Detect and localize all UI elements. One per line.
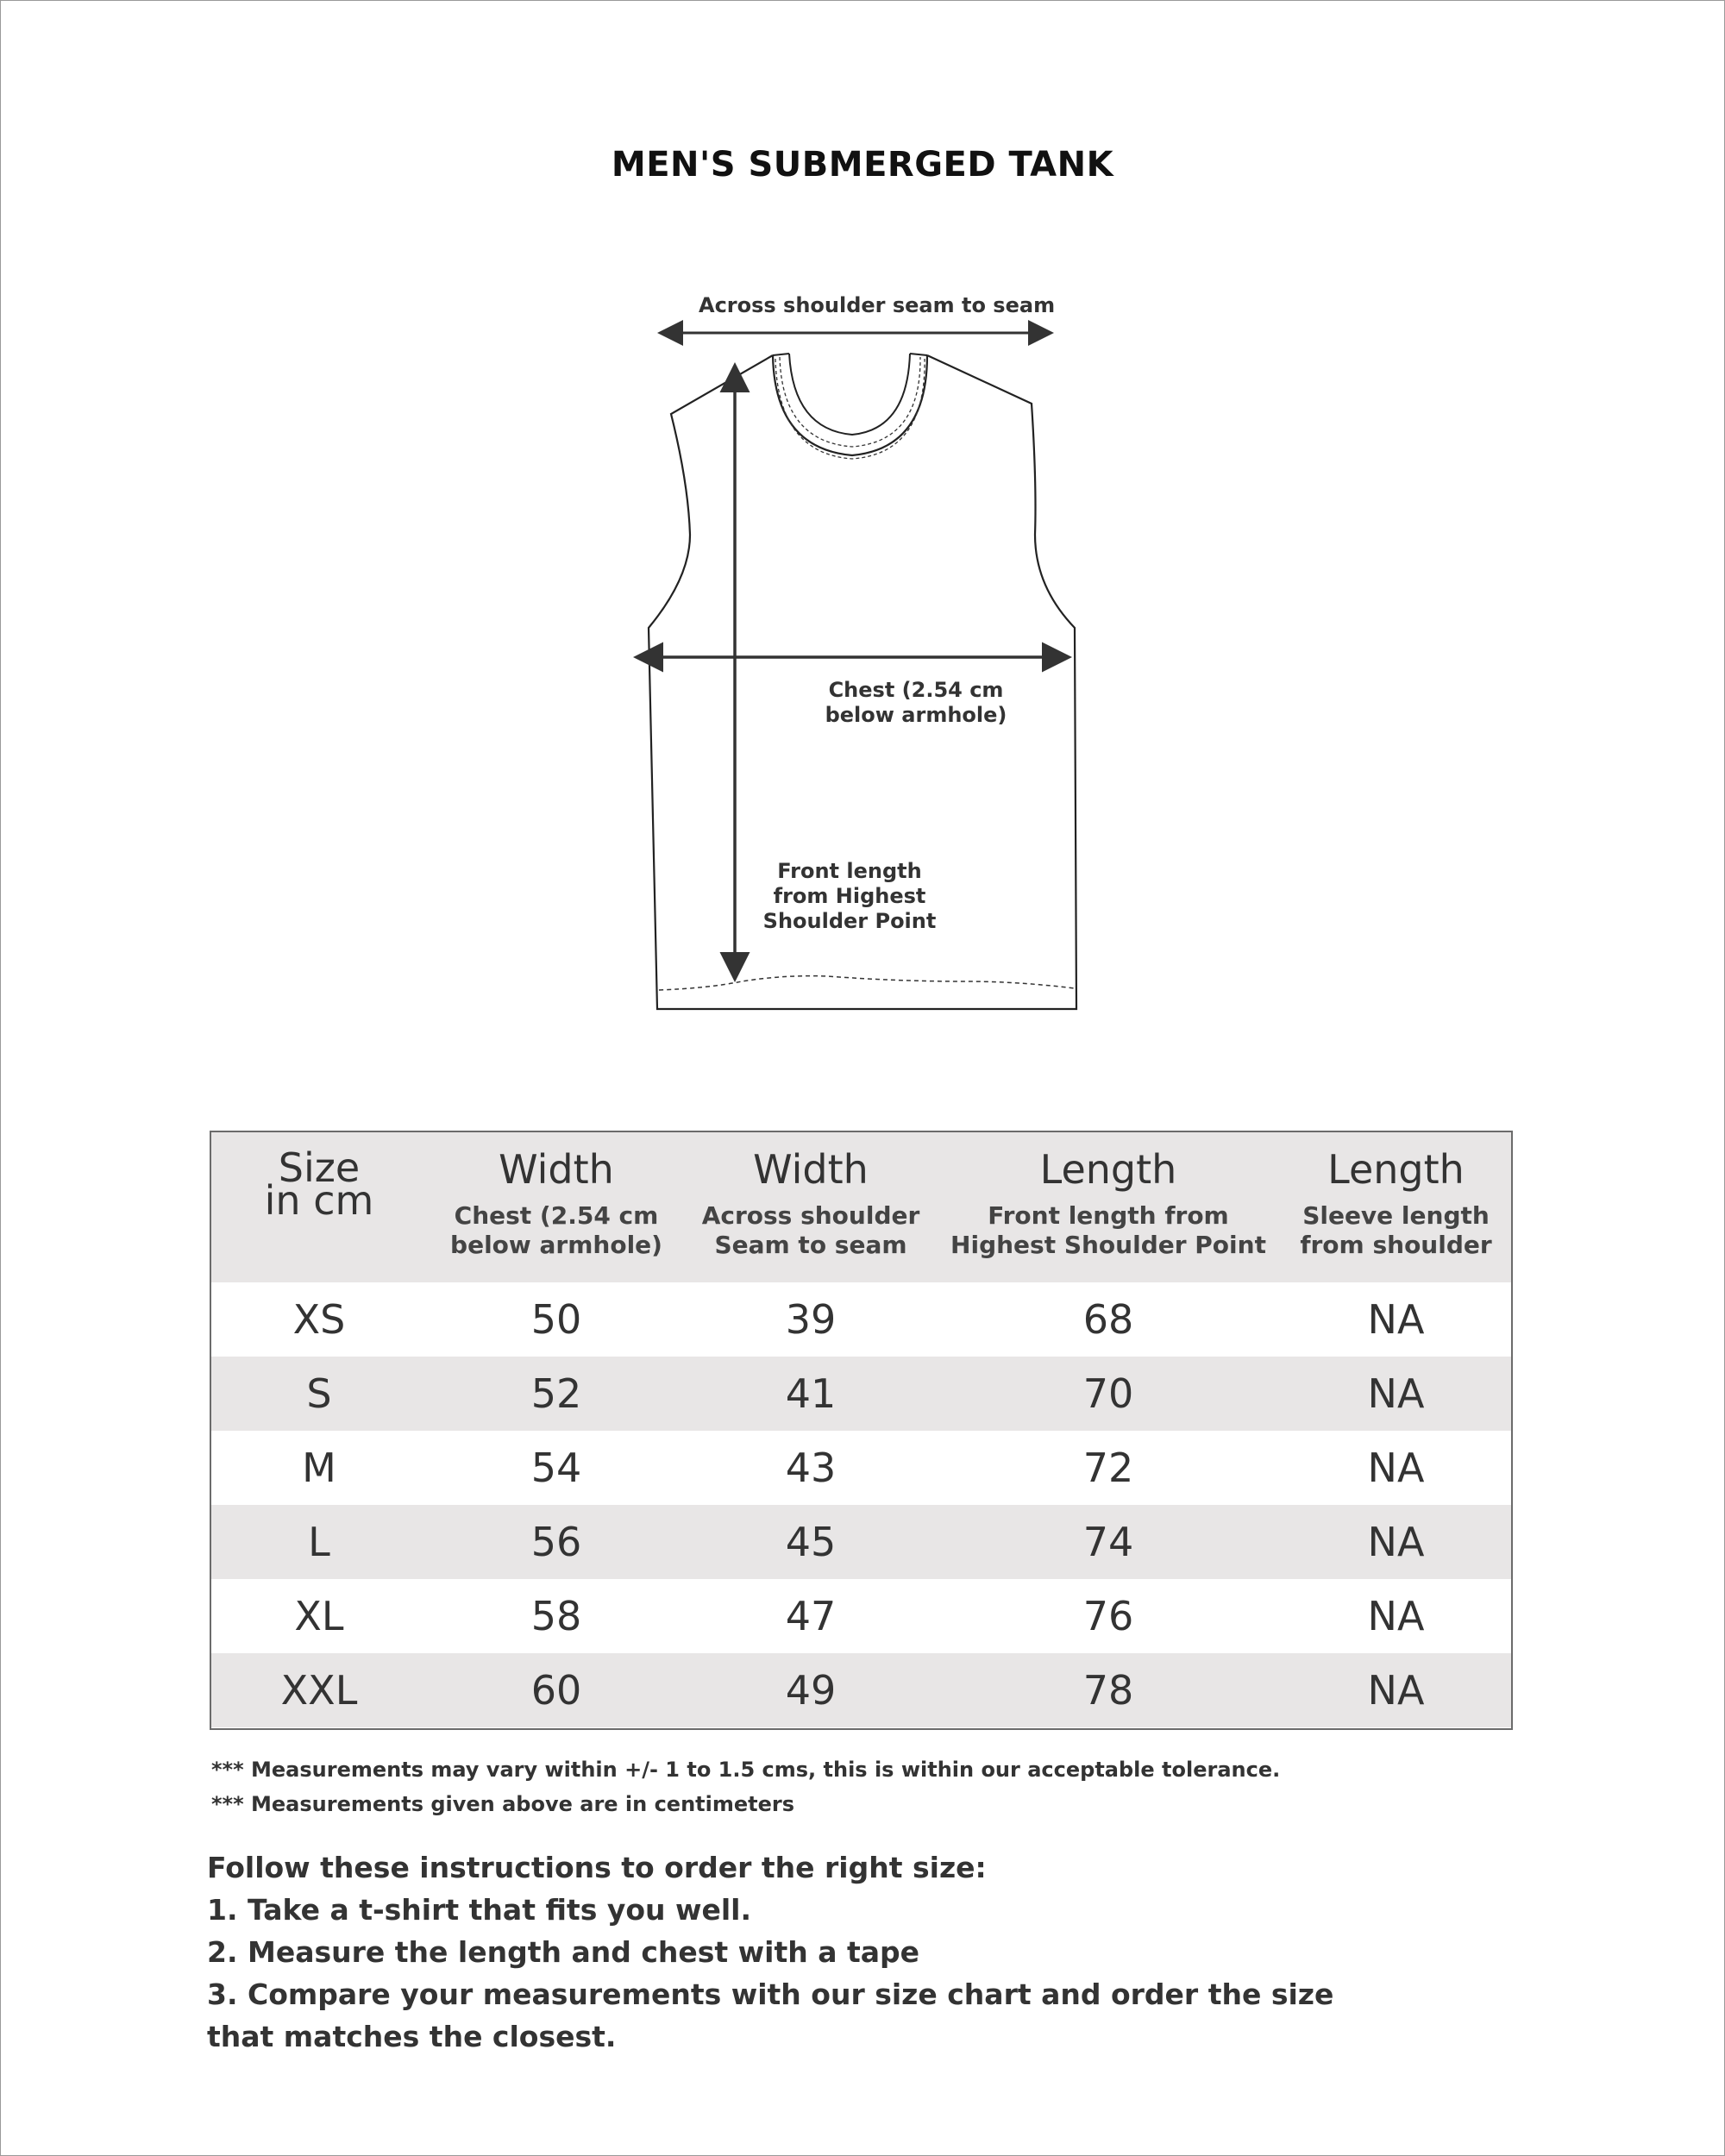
size-header-line1: Size bbox=[278, 1144, 361, 1191]
length-cell: 70 bbox=[1082, 1370, 1134, 1417]
column-subtitle: Chest (2.54 cm below armhole) bbox=[450, 1201, 662, 1259]
sleeve-cell: NA bbox=[1367, 1667, 1425, 1714]
size-header-line2: in cm bbox=[264, 1177, 374, 1224]
column-header-length bbox=[936, 1146, 1281, 1260]
instruction-step-1: 1. Take a t-shirt that fits you well. bbox=[207, 1893, 752, 1927]
size-cell: S bbox=[306, 1370, 332, 1417]
label-chest-line2: below armhole) bbox=[825, 703, 1007, 727]
shoulder-cell: 45 bbox=[785, 1519, 837, 1565]
length-cell: 76 bbox=[1082, 1593, 1134, 1639]
sleeve-cell: NA bbox=[1367, 1296, 1425, 1343]
length-cell: 72 bbox=[1082, 1445, 1134, 1491]
label-chest-line1: Chest (2.54 cm bbox=[828, 678, 1004, 702]
size-chart-table bbox=[210, 1131, 1513, 1730]
length-cell: 74 bbox=[1082, 1519, 1134, 1565]
instruction-step-2: 2. Measure the length and chest with a tape bbox=[207, 1935, 920, 1969]
size-cell: XS bbox=[292, 1296, 346, 1343]
shoulder-cell: 39 bbox=[785, 1296, 837, 1343]
size-cell: L bbox=[308, 1519, 330, 1565]
sleeve-cell: NA bbox=[1367, 1519, 1425, 1565]
column-subtitle: Sleeve length from shoulder bbox=[1300, 1201, 1492, 1259]
instructions-heading: Follow these instructions to order the right size: bbox=[207, 1851, 987, 1884]
table-row bbox=[211, 1357, 1511, 1431]
size-cell: XXL bbox=[280, 1667, 358, 1714]
shoulder-cell: 43 bbox=[785, 1445, 837, 1491]
column-header-sleeve bbox=[1281, 1146, 1511, 1260]
column-header-shoulder bbox=[686, 1146, 936, 1260]
sleeve-cell: NA bbox=[1367, 1445, 1425, 1491]
chest-cell: 58 bbox=[530, 1593, 582, 1639]
label-length-line2: from Highest bbox=[773, 884, 926, 908]
size-cell: XL bbox=[294, 1593, 344, 1639]
instruction-step-3-continued: that matches the closest. bbox=[207, 2020, 617, 2053]
chest-cell: 54 bbox=[530, 1445, 582, 1491]
chest-cell: 56 bbox=[530, 1519, 582, 1565]
tolerance-note: *** Measurements may vary within +/- 1 to 1.5 cms, this is within our acceptable tolerance. bbox=[211, 1758, 1281, 1782]
sleeve-cell: NA bbox=[1367, 1370, 1425, 1417]
table-row bbox=[211, 1431, 1511, 1505]
units-note: *** Measurements given above are in centimeters bbox=[211, 1792, 795, 1816]
chest-cell: 52 bbox=[530, 1370, 582, 1417]
chest-cell: 60 bbox=[530, 1667, 582, 1714]
column-header-chest bbox=[427, 1146, 686, 1260]
shoulder-cell: 47 bbox=[785, 1593, 837, 1639]
neckline-inner bbox=[789, 354, 910, 435]
label-length bbox=[742, 859, 957, 934]
sleeve-cell: NA bbox=[1367, 1593, 1425, 1639]
label-length-line3: Shoulder Point bbox=[762, 909, 937, 933]
size-cell: M bbox=[302, 1445, 336, 1491]
length-cell: 78 bbox=[1082, 1667, 1134, 1714]
size-header bbox=[211, 1144, 427, 1224]
instruction-step-3: 3. Compare your measurements with our size chart and order the size bbox=[207, 1977, 1334, 2011]
table-header bbox=[211, 1132, 1511, 1282]
shoulder-cell: 49 bbox=[785, 1667, 837, 1714]
label-length-line1: Front length bbox=[777, 859, 922, 883]
column-title: Width bbox=[499, 1146, 614, 1193]
tank-diagram bbox=[604, 276, 1121, 1035]
column-title: Length bbox=[1327, 1146, 1465, 1193]
column-subtitle: Across shoulder Seam to seam bbox=[701, 1201, 920, 1259]
neckline-stitch-2 bbox=[775, 359, 925, 459]
length-cell: 68 bbox=[1082, 1296, 1134, 1343]
page-title: MEN'S SUBMERGED TANK bbox=[611, 145, 1114, 185]
label-shoulder: Across shoulder seam to seam bbox=[699, 293, 1056, 317]
table-row bbox=[211, 1653, 1511, 1727]
label-chest bbox=[804, 678, 1028, 728]
column-subtitle: Front length from Highest Shoulder Point bbox=[950, 1201, 1266, 1259]
table-row bbox=[211, 1579, 1511, 1653]
column-title: Width bbox=[753, 1146, 869, 1193]
table-row bbox=[211, 1505, 1511, 1579]
shoulder-cell: 41 bbox=[785, 1370, 837, 1417]
table-row bbox=[211, 1282, 1511, 1357]
column-title: Length bbox=[1039, 1146, 1177, 1193]
neckline-outer bbox=[773, 355, 927, 455]
chest-cell: 50 bbox=[530, 1296, 582, 1343]
hem-stitch bbox=[659, 976, 1075, 990]
